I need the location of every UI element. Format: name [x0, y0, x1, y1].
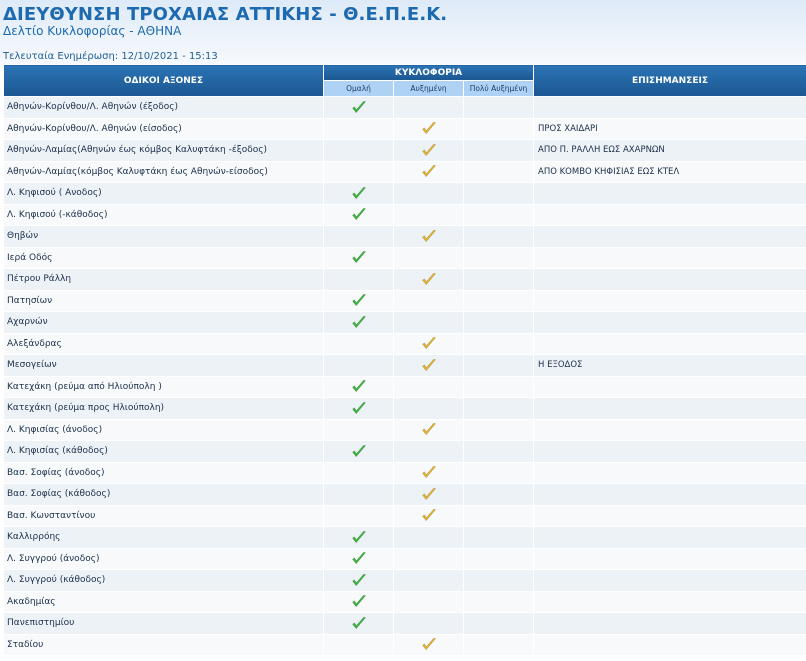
green-check-icon	[351, 573, 367, 588]
status-cell-normal	[324, 613, 394, 635]
table-row	[4, 548, 806, 570]
status-cell-very-increased	[464, 591, 534, 613]
status-cell-increased	[394, 613, 464, 635]
table-row	[4, 226, 806, 248]
road-note	[534, 247, 806, 269]
status-cell-normal	[324, 269, 394, 291]
status-cell-increased	[394, 462, 464, 484]
status-cell-very-increased	[464, 333, 534, 355]
status-cell-increased	[394, 161, 464, 183]
table-row	[4, 462, 806, 484]
road-note	[534, 398, 806, 420]
status-cell-increased	[394, 570, 464, 592]
table-row	[4, 290, 806, 312]
road-name: Αθηνών-Κορίνθου/Λ. Αθηνών (έξοδος)	[4, 97, 324, 119]
status-cell-increased	[394, 419, 464, 441]
status-cell-very-increased	[464, 419, 534, 441]
table-row	[4, 118, 806, 140]
table-row	[4, 634, 806, 656]
table-row	[4, 591, 806, 613]
status-cell-normal	[324, 226, 394, 248]
table-row	[4, 570, 806, 592]
green-check-icon	[351, 100, 367, 115]
green-check-icon	[351, 207, 367, 222]
header-very-increased: Πολύ Αυξημένη	[464, 81, 534, 97]
road-name: Βασ. Σοφίας (κάθοδος)	[4, 484, 324, 506]
status-cell-normal	[324, 376, 394, 398]
status-cell-increased	[394, 118, 464, 140]
road-name: Πατησίων	[4, 290, 324, 312]
road-note: ΠΡΟΣ ΧΑΙΔΑΡΙ	[534, 118, 806, 140]
yellow-check-icon	[421, 422, 437, 437]
status-cell-normal	[324, 419, 394, 441]
status-cell-normal	[324, 333, 394, 355]
green-check-icon	[351, 444, 367, 459]
status-cell-normal	[324, 548, 394, 570]
road-note	[534, 376, 806, 398]
status-cell-very-increased	[464, 570, 534, 592]
status-cell-very-increased	[464, 548, 534, 570]
status-cell-increased	[394, 398, 464, 420]
status-cell-very-increased	[464, 505, 534, 527]
green-check-icon	[351, 250, 367, 265]
traffic-table	[3, 64, 806, 656]
road-name: Αθηνών-Κορίνθου/Λ. Αθηνών (είσοδος)	[4, 118, 324, 140]
road-note	[534, 548, 806, 570]
status-cell-normal	[324, 247, 394, 269]
road-name: Πανεπιστημίου	[4, 613, 324, 635]
yellow-check-icon	[421, 508, 437, 523]
status-cell-very-increased	[464, 140, 534, 162]
road-name: Λ. Συγγρού (κάθοδος)	[4, 570, 324, 592]
green-check-icon	[351, 594, 367, 609]
road-name: Αχαρνών	[4, 312, 324, 334]
last-update-text: Τελευταία Ενημέρωση: 12/10/2021 - 15:13	[3, 51, 218, 62]
status-cell-increased	[394, 247, 464, 269]
header-roads: ΟΔΙΚΟΙ ΑΞΟΝΕΣ	[4, 65, 324, 97]
status-cell-normal	[324, 97, 394, 119]
green-check-icon	[351, 616, 367, 631]
status-cell-very-increased	[464, 161, 534, 183]
road-name: Βασ. Κωνσταντίνου	[4, 505, 324, 527]
status-cell-increased	[394, 290, 464, 312]
traffic-table-body	[4, 97, 806, 656]
status-cell-very-increased	[464, 462, 534, 484]
status-cell-normal	[324, 484, 394, 506]
status-cell-very-increased	[464, 484, 534, 506]
yellow-check-icon	[421, 358, 437, 373]
status-cell-increased	[394, 505, 464, 527]
status-cell-very-increased	[464, 183, 534, 205]
table-row	[4, 161, 806, 183]
status-cell-increased	[394, 376, 464, 398]
road-note	[534, 269, 806, 291]
green-check-icon	[351, 315, 367, 330]
green-check-icon	[351, 401, 367, 416]
yellow-check-icon	[421, 336, 437, 351]
status-cell-increased	[394, 591, 464, 613]
road-note	[534, 290, 806, 312]
road-note	[534, 183, 806, 205]
table-row	[4, 441, 806, 463]
table-row	[4, 355, 806, 377]
status-cell-very-increased	[464, 97, 534, 119]
status-cell-increased	[394, 441, 464, 463]
road-name: Μεσογείων	[4, 355, 324, 377]
road-note	[534, 484, 806, 506]
green-check-icon	[351, 186, 367, 201]
table-row	[4, 376, 806, 398]
status-cell-normal	[324, 591, 394, 613]
road-note	[534, 527, 806, 549]
table-row	[4, 484, 806, 506]
status-cell-normal	[324, 398, 394, 420]
status-cell-normal	[324, 161, 394, 183]
road-name: Ιερά Οδός	[4, 247, 324, 269]
road-name: Λ. Κηφισίας (άνοδος)	[4, 419, 324, 441]
road-note	[534, 634, 806, 656]
table-row	[4, 97, 806, 119]
yellow-check-icon	[421, 465, 437, 480]
status-cell-increased	[394, 634, 464, 656]
status-cell-increased	[394, 355, 464, 377]
status-cell-very-increased	[464, 226, 534, 248]
status-cell-increased	[394, 527, 464, 549]
road-name: Καλλιρρόης	[4, 527, 324, 549]
road-note	[534, 591, 806, 613]
status-cell-normal	[324, 441, 394, 463]
road-note	[534, 226, 806, 248]
status-cell-increased	[394, 333, 464, 355]
yellow-check-icon	[421, 143, 437, 158]
table-row	[4, 398, 806, 420]
yellow-check-icon	[421, 637, 437, 652]
road-name: Ακαδημίας	[4, 591, 324, 613]
road-note: ΑΠΟ Π. ΡΑΛΛΗ ΕΩΣ ΑΧΑΡΝΩΝ	[534, 140, 806, 162]
road-note	[534, 441, 806, 463]
header-increased: Αυξημένη	[394, 81, 464, 97]
road-note	[534, 97, 806, 119]
green-check-icon	[351, 293, 367, 308]
status-cell-increased	[394, 269, 464, 291]
table-row	[4, 140, 806, 162]
yellow-check-icon	[421, 164, 437, 179]
status-cell-very-increased	[464, 355, 534, 377]
header-notes: ΕΠΙΣΗΜΑΝΣΕΙΣ	[534, 65, 806, 97]
yellow-check-icon	[421, 229, 437, 244]
status-cell-normal	[324, 462, 394, 484]
road-name: Κατεχάκη (ρεύμα προς Ηλιούπολη)	[4, 398, 324, 420]
header-normal: Ομαλή	[324, 81, 394, 97]
green-check-icon	[351, 551, 367, 566]
table-row	[4, 269, 806, 291]
status-cell-very-increased	[464, 204, 534, 226]
table-row	[4, 419, 806, 441]
road-note	[534, 333, 806, 355]
road-note	[534, 204, 806, 226]
green-check-icon	[351, 379, 367, 394]
table-row	[4, 247, 806, 269]
road-name: Βασ. Σοφίας (άνοδος)	[4, 462, 324, 484]
status-cell-normal	[324, 570, 394, 592]
road-name: Αθηνών-Λαμίας(κόμβος Καλυφτάκη έως Αθηνών-είσοδος)	[4, 161, 324, 183]
status-cell-increased	[394, 548, 464, 570]
yellow-check-icon	[421, 487, 437, 502]
status-cell-normal	[324, 634, 394, 656]
road-name: Λ. Κηφισού (-κάθοδος)	[4, 204, 324, 226]
status-cell-very-increased	[464, 441, 534, 463]
road-name: Αθηνών-Λαμίας(Αθηνών έως κόμβος Καλυφτάκη -έξοδος)	[4, 140, 324, 162]
road-note	[534, 419, 806, 441]
road-note	[534, 462, 806, 484]
status-cell-normal	[324, 290, 394, 312]
road-name: Λ. Κηφισίας (κάθοδος)	[4, 441, 324, 463]
table-row	[4, 505, 806, 527]
road-note: Η ΕΞΟΔΟΣ	[534, 355, 806, 377]
road-name: Λ. Συγγρού (άνοδος)	[4, 548, 324, 570]
status-cell-increased	[394, 484, 464, 506]
status-cell-normal	[324, 527, 394, 549]
status-cell-normal	[324, 312, 394, 334]
status-cell-normal	[324, 118, 394, 140]
status-cell-normal	[324, 140, 394, 162]
road-name: Θηβών	[4, 226, 324, 248]
green-check-icon	[351, 530, 367, 545]
status-cell-increased	[394, 140, 464, 162]
table-row	[4, 183, 806, 205]
table-row	[4, 204, 806, 226]
table-row	[4, 613, 806, 635]
status-cell-normal	[324, 355, 394, 377]
status-cell-normal	[324, 183, 394, 205]
status-cell-very-increased	[464, 269, 534, 291]
page-title: ΔΙΕΥΘΥΝΣΗ ΤΡΟΧΑΙΑΣ ΑΤΤΙΚΗΣ - Θ.Ε.Π.Ε.Κ.	[3, 4, 448, 25]
yellow-check-icon	[421, 272, 437, 287]
road-note	[534, 570, 806, 592]
road-note	[534, 505, 806, 527]
status-cell-normal	[324, 204, 394, 226]
status-cell-very-increased	[464, 613, 534, 635]
road-name: Πέτρου Ράλλη	[4, 269, 324, 291]
road-note	[534, 613, 806, 635]
status-cell-increased	[394, 183, 464, 205]
page-subtitle: Δελτίο Κυκλοφορίας - ΑΘΗΝΑ	[3, 24, 182, 38]
status-cell-increased	[394, 97, 464, 119]
road-name: Κατεχάκη (ρεύμα από Ηλιούπολη )	[4, 376, 324, 398]
status-cell-very-increased	[464, 398, 534, 420]
yellow-check-icon	[421, 121, 437, 136]
status-cell-normal	[324, 505, 394, 527]
table-row	[4, 312, 806, 334]
header-traffic: ΚΥΚΛΟΦΟΡΙΑ	[324, 65, 534, 81]
status-cell-very-increased	[464, 290, 534, 312]
status-cell-very-increased	[464, 118, 534, 140]
status-cell-very-increased	[464, 527, 534, 549]
status-cell-very-increased	[464, 247, 534, 269]
road-name: Σταδίου	[4, 634, 324, 656]
status-cell-very-increased	[464, 634, 534, 656]
road-name: Λ. Κηφισού ( Ανοδος)	[4, 183, 324, 205]
road-note: ΑΠΟ ΚΟΜΒΟ ΚΗΦΙΣΙΑΣ ΕΩΣ ΚΤΕΛ	[534, 161, 806, 183]
road-note	[534, 312, 806, 334]
status-cell-very-increased	[464, 312, 534, 334]
status-cell-increased	[394, 204, 464, 226]
status-cell-very-increased	[464, 376, 534, 398]
status-cell-increased	[394, 226, 464, 248]
table-row	[4, 333, 806, 355]
status-cell-increased	[394, 312, 464, 334]
table-row	[4, 527, 806, 549]
road-name: Αλεξάνδρας	[4, 333, 324, 355]
